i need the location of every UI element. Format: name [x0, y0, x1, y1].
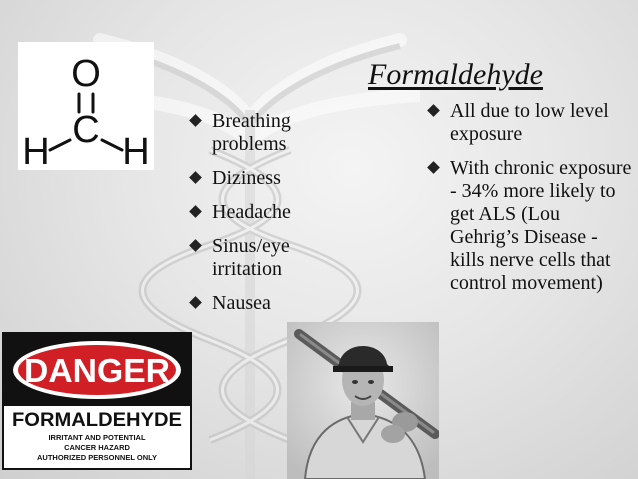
list-item-text: Sinus/eye irritation	[212, 235, 290, 280]
danger-header: DANGER	[24, 352, 171, 389]
list-item	[190, 292, 340, 315]
bullet-icon	[427, 161, 440, 174]
symptom-list	[190, 110, 340, 326]
list-item-text: Diziness	[212, 167, 281, 189]
bullet-icon	[189, 171, 202, 184]
bullet-icon	[427, 104, 440, 117]
oxygen-atom: O	[71, 53, 101, 95]
bullet-icon	[189, 296, 202, 309]
facts-list	[428, 100, 633, 306]
list-item	[190, 235, 340, 281]
list-item	[190, 167, 340, 190]
baseball-player-photo	[287, 322, 439, 479]
list-item	[428, 100, 633, 146]
danger-line-1: IRRITANT AND POTENTIAL	[48, 433, 146, 442]
list-item-text: With chronic exposure - 34% more likely to get ALS (Lou Gehrig’s Disease - kills nerve cells that control movement)	[450, 157, 632, 294]
danger-line-2: CANCER HAZARD	[64, 443, 130, 452]
danger-substance: FORMALDEHYDE	[12, 410, 182, 431]
slide-title: Formaldehyde	[368, 58, 543, 91]
list-item	[190, 201, 340, 224]
hydrogen-atom-right: H	[122, 131, 150, 170]
danger-sign	[2, 332, 192, 470]
list-item-text: Nausea	[212, 292, 271, 314]
list-item	[428, 157, 633, 295]
carbon-atom: C	[72, 109, 100, 151]
list-item-text: Headache	[212, 201, 291, 223]
danger-line-3: AUTHORIZED PERSONNEL ONLY	[36, 453, 158, 462]
list-item-text: All due to low level exposure	[450, 100, 609, 145]
hydrogen-atom-left: H	[22, 131, 50, 170]
bullet-icon	[189, 239, 202, 252]
list-item-text: Breathing problems	[212, 110, 291, 155]
list-item	[190, 110, 340, 156]
formaldehyde-structure	[18, 42, 154, 170]
bullet-icon	[189, 114, 202, 127]
bullet-icon	[189, 205, 202, 218]
